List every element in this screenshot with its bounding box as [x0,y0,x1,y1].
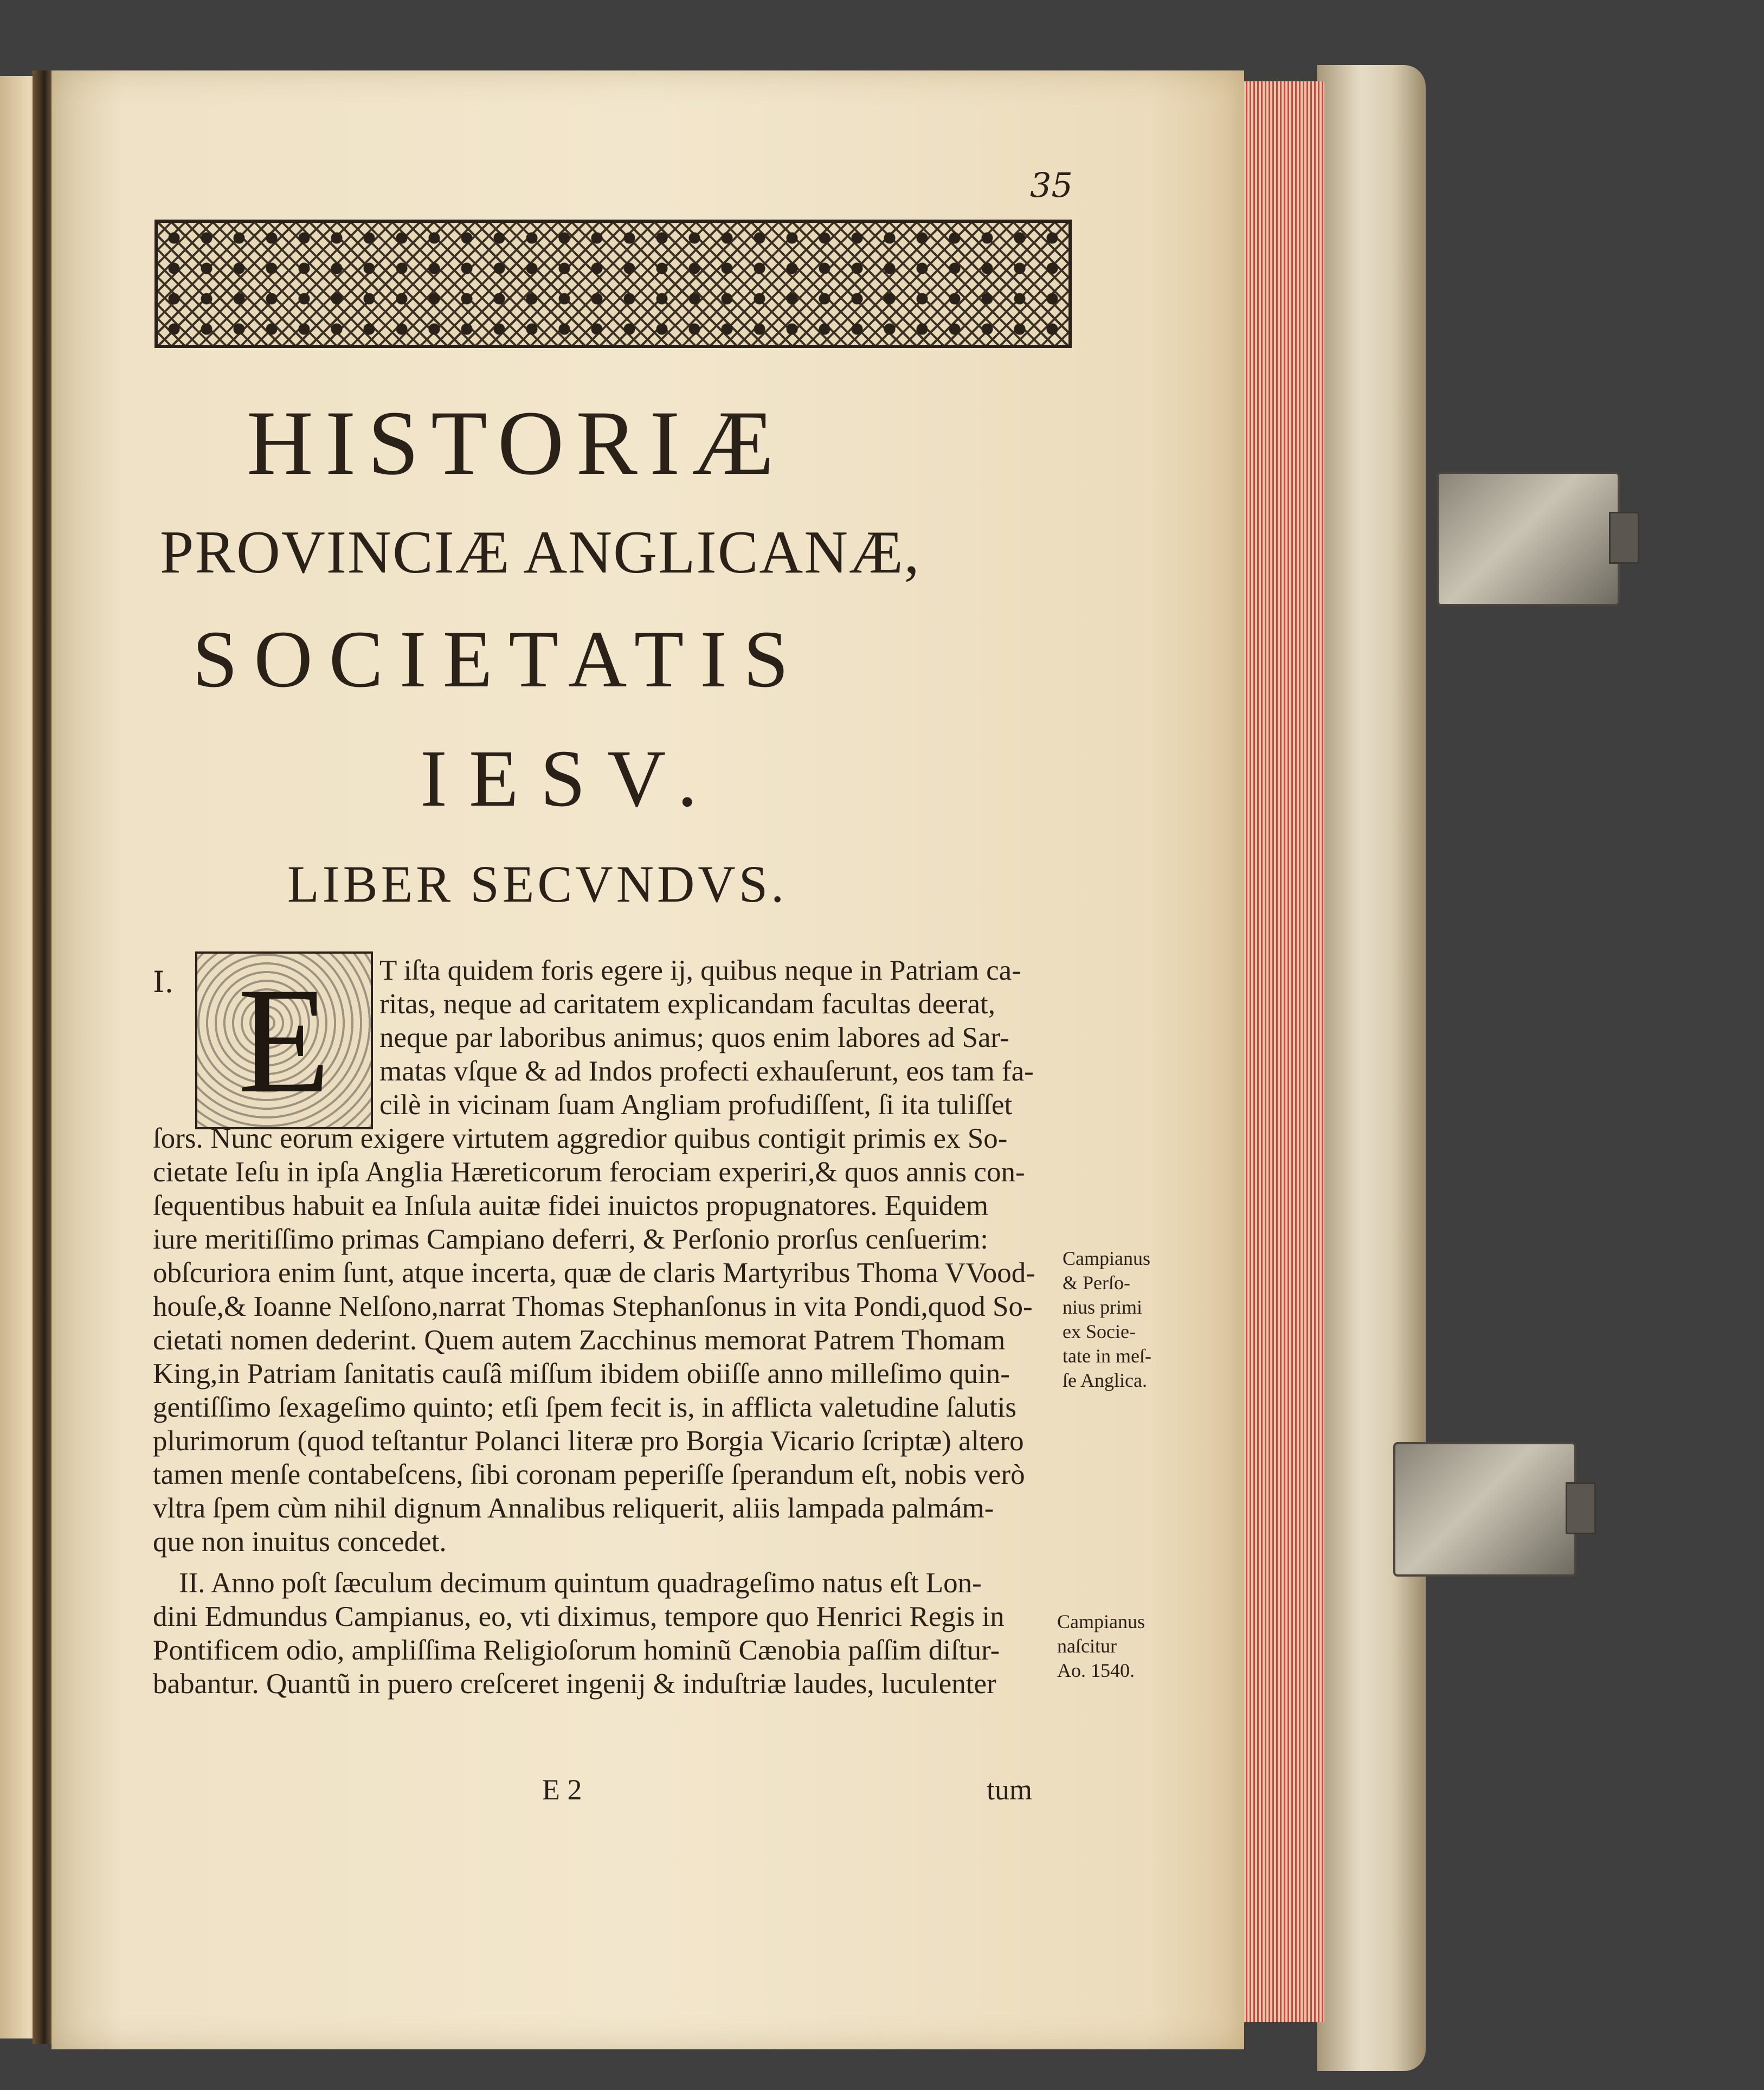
book-binding [1317,65,1426,2071]
body-line: houſe,& Ioanne Nelſono,narrat Thomas Stephanſonus in vita Pondi,quod So- [153,1291,1033,1322]
body-line: babantur. Quantũ in puero creſceret ingenij & induſtriæ laudes, luculenter [153,1668,996,1700]
body-line: ritas, neque ad caritatem explicandam facultas deerat, [379,988,995,1020]
body-line: iure meritiſſimo primas Campiano deferri, & Perſonio prorſus cenſuerim: [153,1224,989,1255]
margin-note-line: Campianus [1057,1611,1145,1632]
body-line: cilè in vicinam ſuam Angliam profudiſſent, ſi ita tuliſſet [379,1089,1013,1121]
body-line: que non inuitus concedet. [153,1526,447,1558]
body-line: cietate Ieſu in ipſa Anglia Hæreticorum ferociam experiri,& quos annis con- [153,1156,1025,1188]
decorated-initial [195,951,373,1129]
body-line: gentiſſimo ſexageſimo quinto; etſi ſpem fecit is, in afflicta valetudine ſalutis [153,1392,1017,1423]
body-line: Pontificem odio, ampliſſima Religioſorum hominũ Cænobia paſſim diſtur- [153,1635,1000,1666]
body-line: matas vſque & ad Indos profecti exhauſerunt, eos tam fa- [379,1056,1034,1087]
margin-note-line: Campianus [1063,1247,1150,1269]
ornamental-headpiece [154,220,1072,348]
body-line: dini Edmundus Campianus, eo, vti diximus, tempore quo Henrici Regis in [153,1601,1005,1632]
page-number: 35 [1030,165,1073,205]
margin-note-line: Ao. 1540. [1057,1660,1135,1681]
body-line: neque par laboribus animus; quos enim labores ad Sar- [379,1022,1009,1053]
initial-letter: E [197,954,371,1127]
body-line: II. Anno poſt ſæculum decimum quintum quadrageſimo natus eſt Lon- [179,1567,982,1599]
section-number-1: I. [153,965,174,999]
body-line: vltra ſpem cùm nihil dignum Annalibus reliquerit, aliis lampada palmám- [153,1493,994,1524]
upper-clasp [1437,472,1620,606]
margin-note-line: & Perſo- [1063,1272,1130,1294]
body-line: tamen menſe contabeſcens, ſibi coronam peperiſſe ſperandum eſt, nobis verò [153,1459,1025,1490]
title-line-4: IESV. [420,734,719,824]
title-line-1: HISTORIÆ [247,392,786,494]
body-line: King,in Patriam ſanitatis cauſâ miſſum ibidem obiiſſe anno milleſimo quin- [153,1358,1010,1390]
catchword: tum [987,1773,1033,1806]
body-line: ſequentibus habuit ea Inſula auitæ fidei inuictos propugnatores. Equidem [153,1190,989,1221]
margin-note-line: ex Socie- [1063,1321,1136,1342]
margin-note-line: naſcitur [1057,1635,1117,1657]
body-line: obſcuriora enim ſunt, atque incerta, quæ de claris Martyribus Thoma VVood- [153,1257,1035,1289]
book-subtitle: LIBER SECVNDVS. [287,855,788,913]
margin-note-line: nius primi [1063,1296,1143,1318]
signature-mark: E 2 [542,1773,582,1806]
body-line: plurimorum (quod teſtantur Polanci literæ pro Borgia Vicario ſcriptæ) altero [153,1425,1024,1457]
body-line: cietati nomen dederint. Quem autem Zacchinus memorat Patrem Thomam [153,1324,1006,1356]
margin-note-line: tate in meſ- [1063,1345,1151,1367]
body-line: T iſta quidem foris egere ij, quibus neque in Patriam ca- [379,955,1021,986]
title-line-3: SOCIETATIS [192,614,805,704]
margin-note-line: ſe Anglica. [1063,1369,1147,1391]
book-gutter [33,70,54,2044]
lower-clasp [1393,1442,1576,1577]
title-line-2: PROVINCIÆ ANGLICANÆ, [160,519,920,586]
body-line: ſors. Nunc eorum exigere virtutem aggredior quibus contigit primis ex So- [153,1123,1008,1154]
